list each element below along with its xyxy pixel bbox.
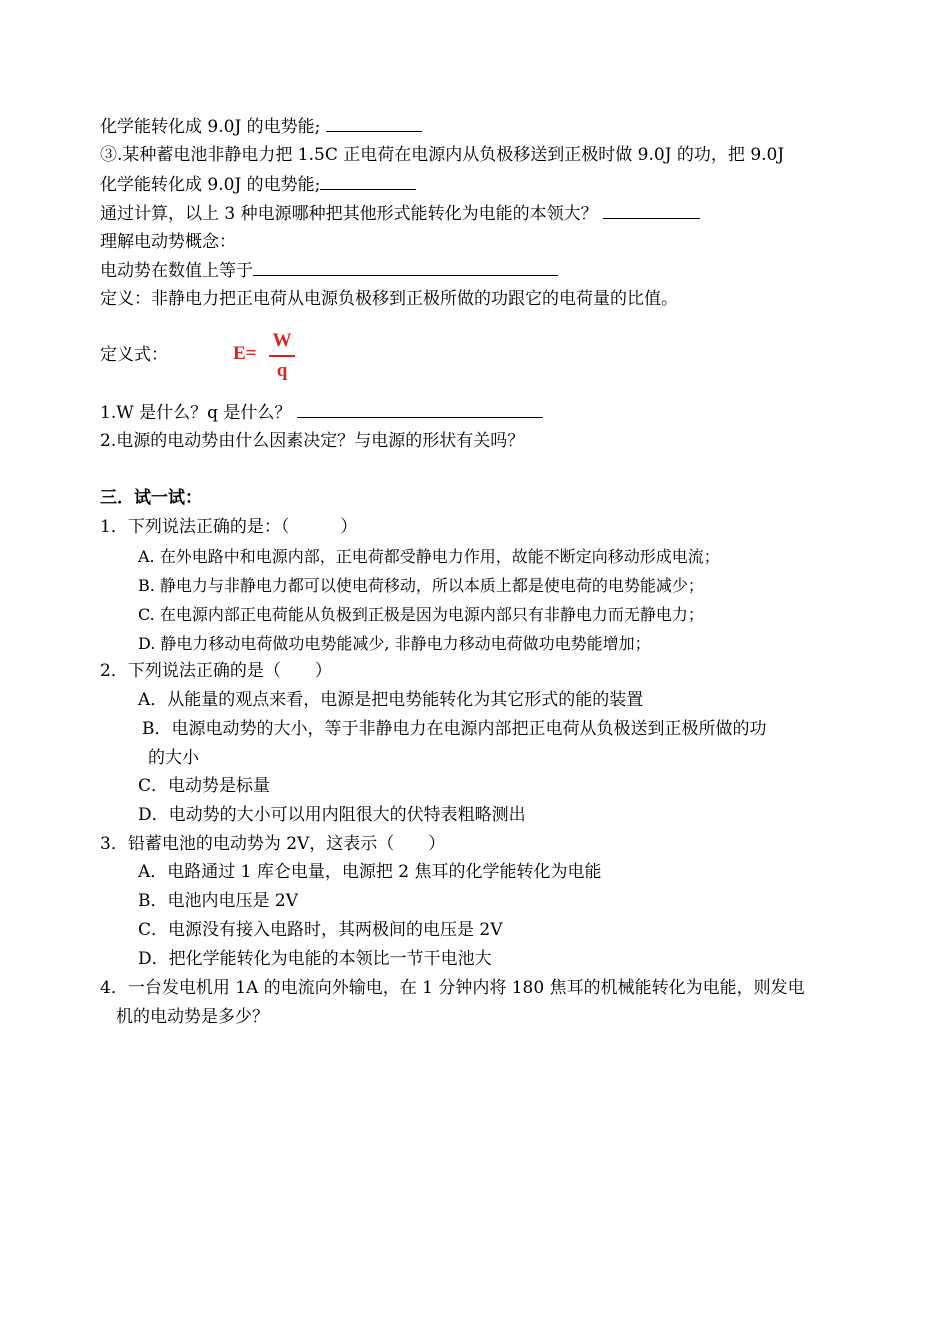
option-b: B. 静电力与非静电力都可以使电荷移动，所以本质上都是使电荷的电势能减少； [138, 576, 704, 595]
question-stem: 1．下列说法正确的是：（ ） [100, 517, 358, 537]
question-stem: 3．铅蓄电池的电动势为 2V，这表示（ ） [100, 834, 446, 854]
question-line: 2.电源的电动势由什么因素决定？与电源的形状有关吗？ [100, 431, 525, 451]
answer-blank[interactable] [603, 199, 700, 219]
answer-blank[interactable] [253, 256, 558, 276]
question-stem: 4．一台发电机用 1A 的电流向外输电，在 1 分钟内将 180 焦耳的机械能转化为电能，则发电 [100, 978, 805, 998]
formula-label: 定义式： [100, 345, 168, 365]
text-line: ③.某种蓄电池非静电力把 1.5C 正电荷在电源内从负极移送到正极时做 9.0J 的功，把 9.0J [100, 145, 785, 165]
option-b: B．电池内电压是 2V [138, 891, 298, 911]
option-a: A．电路通过 1 库仑电量，电源把 2 焦耳的化学能转化为电能 [138, 862, 602, 882]
option-a: A．从能量的观点来看，电源是把电势能转化为其它形式的能的装置 [138, 690, 644, 710]
answer-blank[interactable] [297, 398, 543, 418]
text-line: 电动势在数值上等于 [100, 256, 558, 285]
option-c: C. 在电源内部正电荷能从负极到正极是因为电源内部只有非静电力而无静电力； [138, 605, 704, 624]
text-line: 化学能转化成 9.0J 的电势能; [100, 170, 416, 199]
answer-blank[interactable] [326, 112, 422, 132]
question-line: 1.W 是什么？q 是什么？ [100, 398, 543, 427]
option-d: D．电动势的大小可以用内阻很大的伏特表粗略测出 [138, 805, 526, 825]
option-c: C．电源没有接入电路时，其两极间的电压是 2V [138, 920, 503, 940]
option-d: D．把化学能转化为电能的本领比一节干电池大 [138, 949, 492, 969]
text-line: 化学能转化成 9.0J 的电势能; [100, 112, 422, 141]
fraction-bar [269, 355, 295, 357]
formula-lhs: E= [233, 343, 257, 364]
formula-denominator: q [276, 360, 288, 381]
answer-blank[interactable] [320, 170, 416, 190]
option-d: D. 静电力移动电荷做功电势能减少, 非静电力移动电荷做功电势能增加； [138, 634, 651, 653]
section-heading: 三．试一试： [100, 488, 202, 508]
definition-text: 定义：非静电力把正电荷从电源负极移到正极所做的功跟它的电荷量的比值。 [100, 289, 678, 309]
question-stem-continuation: 机的电动势是多少？ [116, 1007, 269, 1027]
option-b: B．电源电动势的大小，等于非静电力在电源内部把正电荷从负极送到正极所做的功 [142, 719, 767, 739]
text-line: 通过计算，以上 3 种电源哪种把其他形式能转化为电能的本领大？ [100, 199, 700, 228]
option-a: A. 在外电路中和电源内部，正电荷都受静电力作用，故能不断定向移动形成电流； [138, 547, 720, 566]
question-stem: 2．下列说法正确的是（ ） [100, 661, 332, 681]
formula-numerator: W [272, 330, 292, 351]
option-b-continuation: 的大小 [148, 748, 199, 768]
option-c: C．电动势是标量 [138, 776, 271, 796]
text-line: 理解电动势概念： [100, 232, 236, 252]
